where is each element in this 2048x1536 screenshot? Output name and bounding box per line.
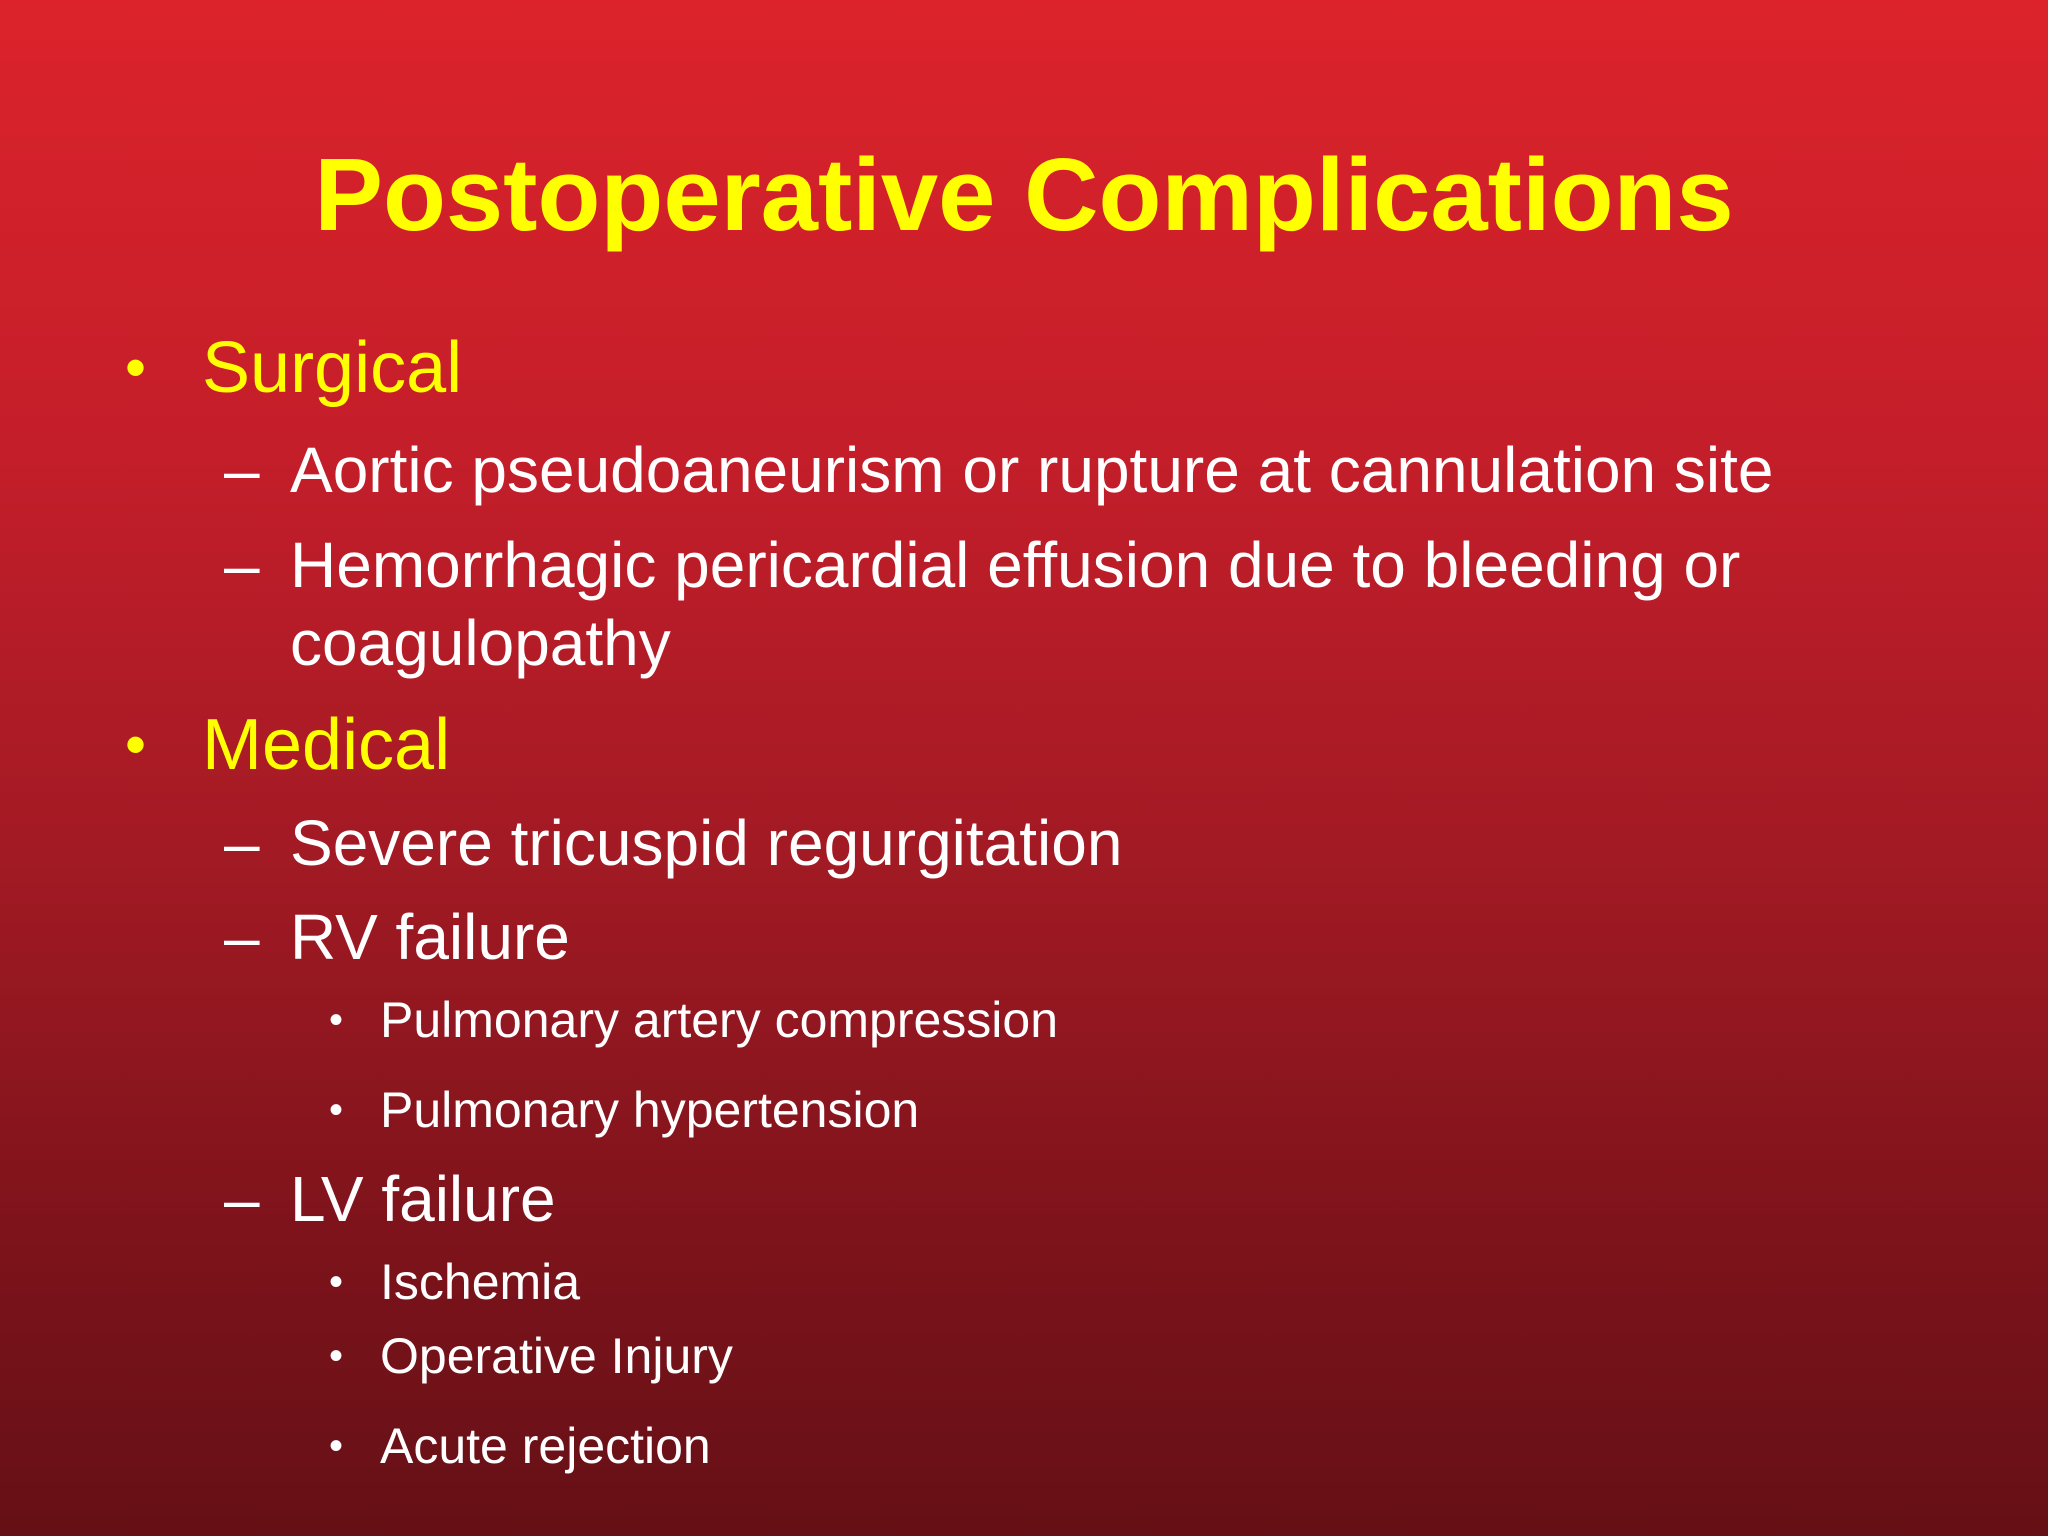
small-bullet-marker: •: [329, 1088, 344, 1132]
bullet-marker: •: [125, 334, 147, 401]
small-bullet-marker: •: [329, 998, 344, 1042]
small-bullet-marker: •: [329, 1424, 344, 1468]
subitem-lv-failure-text: LV failure: [290, 1163, 556, 1235]
subsubitem-pulmonary-hypertension-text: Pulmonary hypertension: [380, 1082, 920, 1138]
subsubitem-operative-injury-text: Operative Injury: [380, 1328, 733, 1384]
small-bullet-marker: •: [329, 1260, 344, 1304]
slide-title: Postoperative Complications: [314, 137, 1734, 252]
subitem-rv-failure-text: RV failure: [290, 901, 570, 973]
subsubitem-ischemia-text: Ischemia: [380, 1254, 581, 1310]
subitem-hemorrhagic-continuation-text: coagulopathy: [290, 607, 671, 679]
subsubitem-acute-rejection-text: Acute rejection: [380, 1418, 711, 1474]
bullet-marker: •: [125, 711, 147, 778]
dash-marker: –: [224, 434, 260, 506]
bullet-medical-label: Medical: [202, 705, 451, 785]
subitem-aortic-text: Aortic pseudoaneurism or rupture at cannulation site: [290, 434, 1774, 506]
small-bullet-marker: •: [329, 1334, 344, 1378]
subitem-hemorrhagic-text: Hemorrhagic pericardial effusion due to bleeding or: [290, 529, 1741, 601]
dash-marker: –: [224, 901, 260, 973]
subitem-tricuspid-text: Severe tricuspid regurgitation: [290, 807, 1123, 879]
bullet-surgical-label: Surgical: [202, 328, 463, 408]
dash-marker: –: [224, 1163, 260, 1235]
dash-marker: –: [224, 807, 260, 879]
subsubitem-pulmonary-artery-text: Pulmonary artery compression: [380, 992, 1059, 1048]
dash-marker: –: [224, 529, 260, 601]
